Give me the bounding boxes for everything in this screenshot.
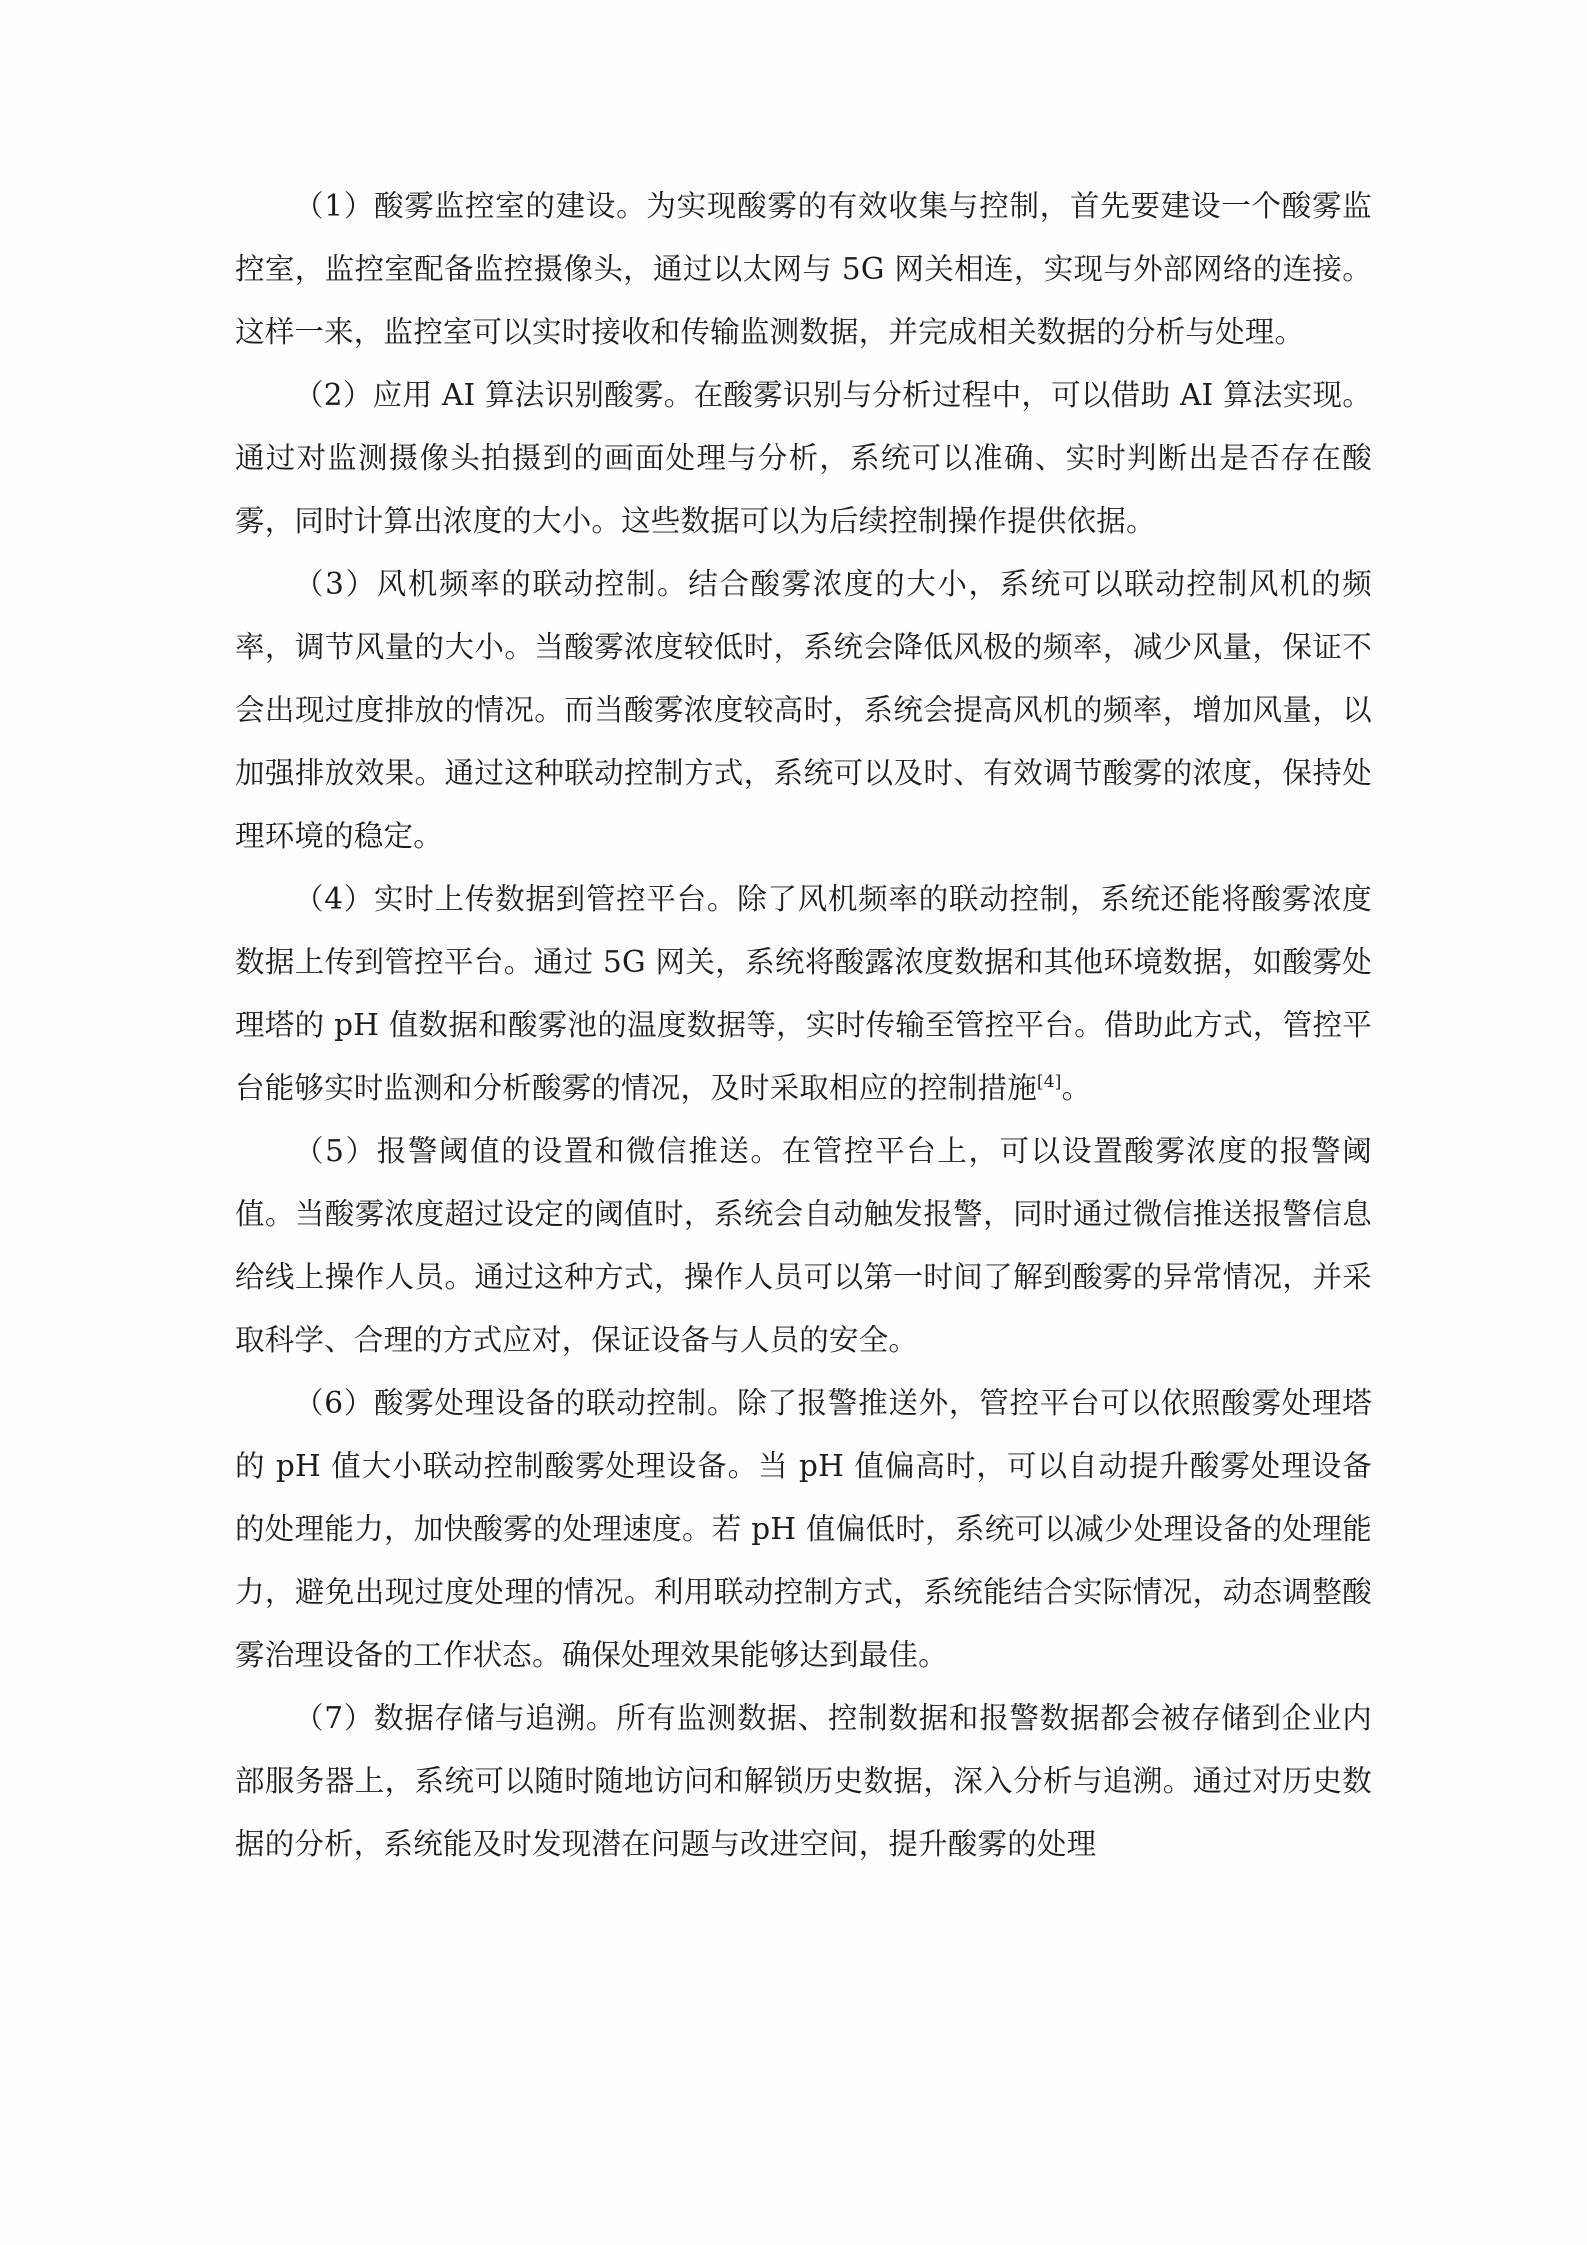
- paragraph-4: [235, 868, 1372, 1120]
- footnote-reference: [4]: [1036, 1072, 1062, 1093]
- paragraph-5: （5）报警阈值的设置和微信推送。在管控平台上，可以设置酸雾浓度的报警阈值。当酸雾浓度超过设定的阈值时，系统会自动触发报警，同时通过微信推送报警信息给线上操作人员。通过这种方式，操作人员可以第一时间了解到酸雾的异常情况，并采取科学、合理的方式应对，保证设备与人员的安全。: [235, 1134, 1372, 1357]
- paragraph-6: （6）酸雾处理设备的联动控制。除了报警推送外，管控平台可以依照酸雾处理塔的 pH 值大小联动控制酸雾处理设备。当 pH 值偏高时，可以自动提升酸雾处理设备的处理能力，加快酸雾的处理速度。若 pH 值偏低时，系统可以减少处理设备的处理能力，避免出现过度处理的情况。利用联动控制方式，系统能结合实际情况，动态调整酸雾治理设备的工作状态。确保处理效果能够达到最佳。: [235, 1386, 1372, 1672]
- document-body: [235, 175, 1372, 1876]
- paragraph-2: （2）应用 AI 算法识别酸雾。在酸雾识别与分析过程中，可以借助 AI 算法实现。通过对监测摄像头拍摄到的画面处理与分析，系统可以准确、实时判断出是否存在酸雾，同时计算出浓度的大小。这些数据可以为后续控制操作提供依据。: [235, 378, 1372, 538]
- paragraph-7: （7）数据存储与追溯。所有监测数据、控制数据和报警数据都会被存储到企业内部服务器上，系统可以随时随地访问和解锁历史数据，深入分析与追溯。通过对历史数据的分析，系统能及时发现潜在问题与改进空间，提升酸雾的处理: [235, 1701, 1372, 1861]
- paragraph-3: （3）风机频率的联动控制。结合酸雾浓度的大小，系统可以联动控制风机的频率，调节风量的大小。当酸雾浓度较低时，系统会降低风极的频率，减少风量，保证不会出现过度排放的情况。而当酸雾浓度较高时，系统会提高风机的频率，增加风量，以加强排放效果。通过这种联动控制方式，系统可以及时、有效调节酸雾的浓度，保持处理环境的稳定。: [235, 567, 1372, 853]
- paragraph-4-tail: 。: [1061, 1071, 1092, 1105]
- paragraph-1: （1）酸雾监控室的建设。为实现酸雾的有效收集与控制，首先要建设一个酸雾监控室，监控室配备监控摄像头，通过以太网与 5G 网关相连，实现与外部网络的连接。这样一来，监控室可以实时接收和传输监测数据，并完成相关数据的分析与处理。: [235, 189, 1372, 349]
- paragraph-4-text: （4）实时上传数据到管控平台。除了风机频率的联动控制，系统还能将酸雾浓度数据上传到管控平台。通过 5G 网关，系统将酸露浓度数据和其他环境数据，如酸雾处理塔的 pH 值数据和酸雾池的温度数据等，实时传输至管控平台。借助此方式，管控平台能够实时监测和分析酸雾的情况，及时采取相应的控制措施: [235, 882, 1372, 1105]
